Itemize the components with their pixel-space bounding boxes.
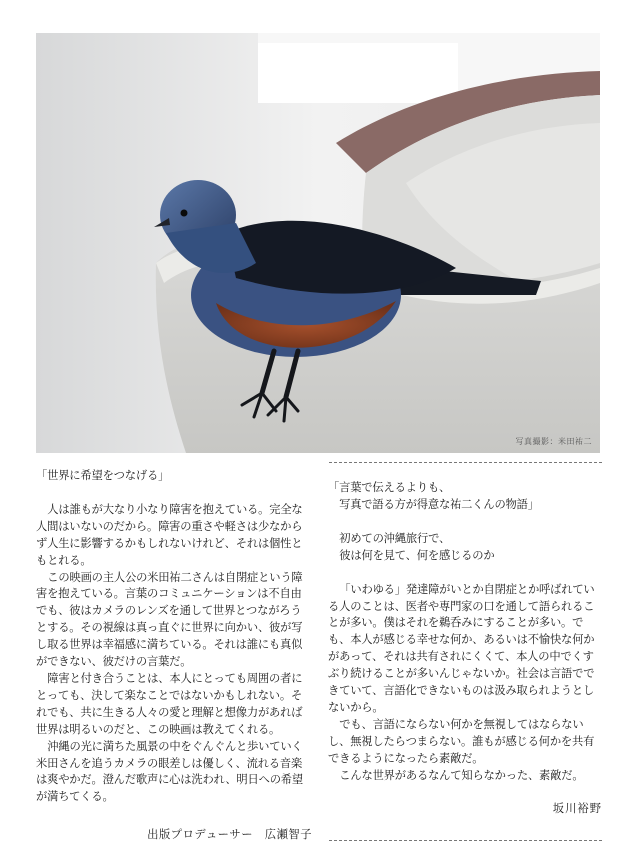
right-paragraph-2: でも、言語にならない何かを無視してはならないし、無視したらつまらない。誰もが感じる何かを共有できるようになったら素敵だ。 (328, 717, 595, 765)
left-paragraph-1: 人は誰もが大なり小なり障害を抱えている。完全な人間はいないのだから。障害の重さや軽さは少なからず人生に影響するかもしれないけれど、それは個性ともとれる。 (36, 502, 303, 567)
right-signature: 坂川裕野 (552, 802, 602, 815)
left-paragraph-3: 障害と付き合うことは、本人にとっても周囲の者にとっても、決して楽なことではないかもしれない。それでも、共に生きる人々の愛と理解と想像力があれば世界は明るいのだと、この映画は教えてくれる。 (36, 671, 303, 736)
left-signature: 出版プロデューサー 広瀬智子 (147, 828, 312, 841)
dashed-divider-bottom (329, 840, 602, 841)
right-paragraph-1: 「いわゆる」発達障がいとか自閉症とか呼ばれている人のことは、医者や専門家の口を通して語られることが多い。僕はそれを鵜呑みにすることが多い。でも、本人が感じる幸せな何か、あるいは不愉快な何かがあって、それは共有されにくくて、本人の中でくすぶり続けることが多いんじゃないか。社会は言語でできていて、言語化できないものは汲み取られようとしないから。 (328, 582, 595, 714)
right-paragraph-3: こんな世界があるなんて知らなかった、素敵だ。 (339, 768, 584, 782)
bird-photo (36, 33, 600, 453)
bird-photo-illustration (36, 33, 600, 453)
left-paragraph-4: 沖縄の光に満ちた風景の中をぐんぐんと歩いていく米田さんを追うカメラの眼差しは優しく、流れる音楽は爽やかだ。澄んだ歌声に心は洗われ、明日への希望が満ちてくる。 (36, 739, 304, 804)
left-column (36, 468, 312, 806)
right-heading-line-1: 「言葉で伝えるよりも、 (328, 481, 451, 494)
right-question-line-2: 彼は何を見て、何を感じるのか (339, 548, 495, 562)
right-question-line-1: 初めての沖縄旅行で、 (339, 531, 451, 545)
left-heading: 「世界に希望をつなげる」 (36, 469, 170, 482)
left-paragraph-2: この映画の主人公の米田祐二さんは自閉症という障害を抱えている。言葉のコミュニケーションは不自由でも、彼はカメラのレンズを通して世界とつながろうとする。その視線は真っ直ぐに世界に向かい、彼が写し取る世界は幸福感に満ちている。それは誰にも真似ができない、彼だけの言葉だ。 (36, 570, 303, 669)
right-heading-line-2: 写真で語る方が得意な祐二くんの物語」 (328, 497, 539, 511)
dashed-divider-top (329, 462, 602, 463)
photo-credit: 写真撮影：米田祐二 (515, 437, 592, 446)
right-column (328, 480, 602, 785)
